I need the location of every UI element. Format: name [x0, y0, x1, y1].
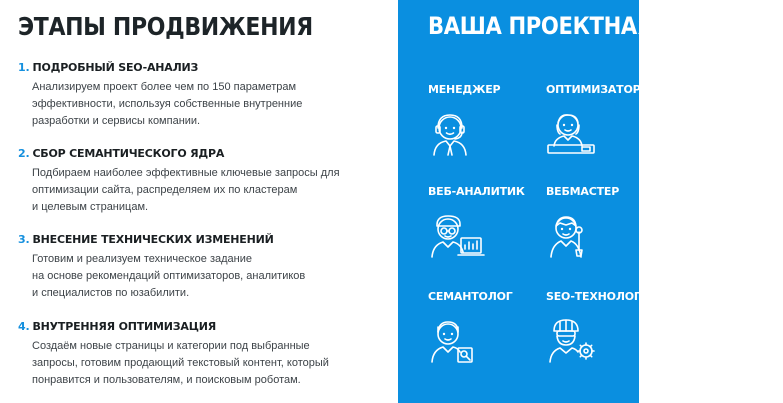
web-analyst-icon — [428, 212, 492, 258]
role-label: ВЕБМАСТЕР — [546, 185, 620, 198]
step-heading — [18, 147, 378, 160]
step-title: ВНЕСЕНИЕ ТЕХНИЧЕСКИХ ИЗМЕНЕНИЙ — [32, 233, 274, 246]
team-title: ВАША ПРОЕКТНАЯ КОМАНДА — [428, 12, 783, 40]
step-title: ПОДРОБНЫЙ SEO-АНАЛИЗ — [32, 61, 199, 74]
step-item — [18, 61, 378, 130]
team-role-seo-technologist — [546, 290, 656, 363]
semantologist-icon — [428, 317, 480, 363]
role-label: ВЕБ-АНАЛИТИК — [428, 185, 525, 198]
step-description: Готовим и реализуем техническое задание на основе рекомендаций оптимизаторов, аналитиков и специалистов по юзабилити. — [32, 253, 306, 299]
step-title: ВНУТРЕННЯЯ ОПТИМИЗАЦИЯ — [32, 320, 216, 333]
step-description: Создаём новые страницы и категории под выбранные запросы, готовим продающий текстовый контент, который понравится и пользователям, и поисковым роботам. — [32, 340, 329, 386]
step-item — [18, 233, 378, 302]
step-item — [18, 320, 378, 389]
team-role-manager — [428, 83, 538, 156]
role-label: СЕМАНТОЛОГ — [428, 290, 513, 303]
role-label: ОПТИМИЗАТОР — [546, 83, 641, 96]
step-heading — [18, 61, 378, 74]
optimizer-icon — [546, 110, 598, 156]
step-heading — [18, 320, 378, 333]
step-description: Анализируем проект более чем по 150 параметрам эффективности, используя собственные внутренние разработки и сервисы компании. — [32, 81, 303, 127]
step-number: 3. — [18, 233, 30, 246]
step-number: 4. — [18, 320, 30, 333]
project-team-panel — [398, 0, 783, 403]
team-role-optimizer — [546, 83, 656, 156]
role-label: МЕНЕДЖЕР — [428, 83, 501, 96]
step-description: Подбираем наиболее эффективные ключевые запросы для оптимизации сайта, распределяем их по кластерам и целевым страницам. — [32, 167, 340, 213]
stages-title: ЭТАПЫ ПРОДВИЖЕНИЯ — [18, 12, 313, 41]
manager-icon — [428, 110, 472, 156]
seo-technologist-icon — [546, 317, 598, 363]
team-role-web-analyst — [428, 185, 538, 258]
team-role-webmaster — [546, 185, 656, 258]
step-heading — [18, 233, 378, 246]
step-item — [18, 147, 378, 216]
webmaster-icon — [546, 212, 590, 258]
step-title: СБОР СЕМАНТИЧЕСКОГО ЯДРА — [32, 147, 225, 160]
step-number: 2. — [18, 147, 30, 160]
team-role-semantologist — [428, 290, 538, 363]
role-label: SEO-ТЕХНОЛОГ — [546, 290, 641, 303]
step-number: 1. — [18, 61, 30, 74]
